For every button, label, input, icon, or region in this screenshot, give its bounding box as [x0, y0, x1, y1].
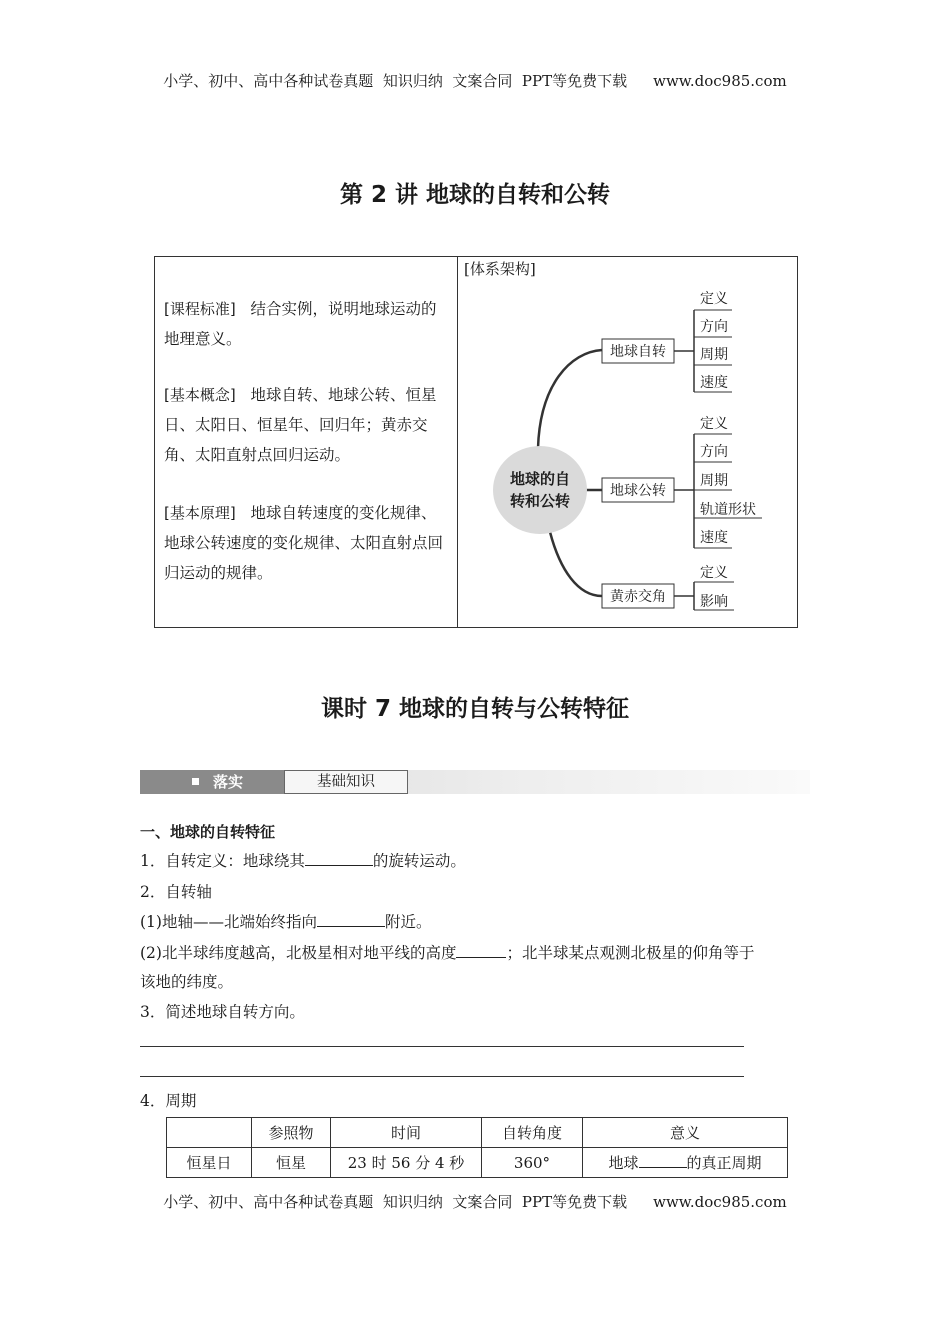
blank-1[interactable] — [305, 850, 373, 866]
branch-revolution: 地球公转 — [610, 483, 666, 499]
table-cell: 360° — [482, 1148, 583, 1178]
item-3: 3．简述地球自转方向。 — [140, 1003, 305, 1021]
leaf-rotation-definition: 定义 — [700, 291, 728, 307]
answer-line-1[interactable] — [140, 1046, 744, 1047]
table-row — [167, 1148, 788, 1178]
page-header — [0, 70, 950, 91]
standard-tag: [课程标准] — [164, 300, 236, 318]
period-table — [166, 1117, 788, 1178]
leaf-rotation-direction: 方向 — [700, 319, 728, 335]
square-icon — [192, 778, 199, 785]
table-header-cell — [167, 1118, 252, 1148]
basic-principles — [164, 498, 449, 588]
architecture-label: [体系架构] — [464, 260, 536, 278]
center-text-2: 转和公转 — [509, 492, 571, 510]
item-1 — [140, 849, 820, 871]
mind-map — [460, 280, 790, 620]
meaning-suffix: 的真正周期 — [686, 1154, 762, 1172]
center-text-1: 地球的自 — [509, 470, 571, 488]
course-standard — [164, 294, 449, 354]
leaf-rotation-speed: 速度 — [700, 375, 728, 391]
item-4: 4．周期 — [140, 1092, 197, 1110]
leaf-revolution-direction: 方向 — [700, 444, 728, 460]
blank-4[interactable] — [639, 1152, 687, 1168]
page-footer — [0, 1191, 950, 1212]
table-cell: 恒星 — [252, 1148, 331, 1178]
concept-tag: [基本概念] — [164, 386, 236, 404]
footer-site: www.doc985.com — [653, 1193, 787, 1211]
item2-1-prefix: (1)地轴——北端始终指向 — [140, 913, 317, 931]
leaf-obliquity-impact: 影响 — [700, 594, 728, 610]
section-label-text: 落实 — [213, 773, 244, 791]
table-header-cell: 自转角度 — [482, 1118, 583, 1148]
leaf-revolution-speed: 速度 — [700, 530, 728, 546]
item1-suffix: 的旋转运动。 — [372, 852, 466, 870]
table-cell: 恒星日 — [167, 1148, 252, 1178]
section-heading: 一、地球的自转特征 — [140, 823, 276, 841]
section-bar-tab: 基础知识 — [284, 770, 408, 794]
curve-rotation — [538, 350, 602, 448]
item1-prefix: 1．自转定义：地球绕其 — [140, 852, 305, 870]
item2-2-suffix: ；北半球某点观测北极星的仰角等于 — [506, 944, 755, 962]
meaning-prefix: 地球 — [608, 1154, 639, 1172]
table-cell: 23 时 56 分 4 秒 — [331, 1148, 482, 1178]
table-header-cell: 时间 — [331, 1118, 482, 1148]
page-title: 第 2 讲 地球的自转和公转 — [339, 182, 611, 208]
item-2-1 — [140, 910, 820, 932]
blank-2[interactable] — [317, 911, 385, 927]
item-2-2 — [140, 941, 820, 963]
center-node — [493, 446, 587, 534]
leaf-revolution-period: 周期 — [700, 473, 728, 489]
table-header-row — [167, 1118, 788, 1148]
standard-text: 结合实例，说明地球运动的地理意义。 — [164, 300, 437, 348]
branch-rotation: 地球自转 — [610, 344, 666, 360]
leaf-revolution-definition: 定义 — [700, 416, 728, 432]
leaf-rotation-period: 周期 — [700, 347, 728, 363]
table-cell-meaning — [583, 1148, 788, 1178]
item-2-2-cont: 该地的纬度。 — [140, 973, 234, 991]
footer-text: 小学、初中、高中各种试卷真题 知识归纳 文案合同 PPT等免费下载 — [163, 1193, 628, 1211]
lesson-title: 课时 7 地球的自转与公转特征 — [320, 696, 630, 722]
answer-line-2[interactable] — [140, 1076, 744, 1077]
basic-concepts — [164, 380, 449, 470]
header-site: www.doc985.com — [653, 72, 787, 90]
principle-text: 地球自转速度的变化规律、地球公转速度的变化规律、太阳直射点回归运动的规律。 — [164, 504, 444, 582]
item2-2-prefix: (2)北半球纬度越高，北极星相对地平线的高度 — [140, 944, 457, 962]
concept-text: 地球自转、地球公转、恒星日、太阳日、恒星年、回归年；黄赤交角、太阳直射点回归运动。 — [164, 386, 437, 464]
branch-obliquity: 黄赤交角 — [610, 589, 666, 605]
section-bar-label — [140, 770, 284, 794]
header-text: 小学、初中、高中各种试卷真题 知识归纳 文案合同 PPT等免费下载 — [163, 72, 628, 90]
table-header-cell: 参照物 — [252, 1118, 331, 1148]
item-2: 2．自转轴 — [140, 883, 212, 901]
intro-divider — [457, 257, 458, 627]
item2-1-suffix: 附近。 — [384, 913, 432, 931]
leaf-revolution-orbit: 轨道形状 — [700, 502, 756, 518]
curve-obliquity — [550, 532, 602, 596]
leaf-obliquity-definition: 定义 — [700, 565, 728, 581]
table-header-cell: 意义 — [583, 1118, 788, 1148]
blank-3[interactable] — [456, 942, 506, 958]
principle-tag: [基本原理] — [164, 504, 236, 522]
